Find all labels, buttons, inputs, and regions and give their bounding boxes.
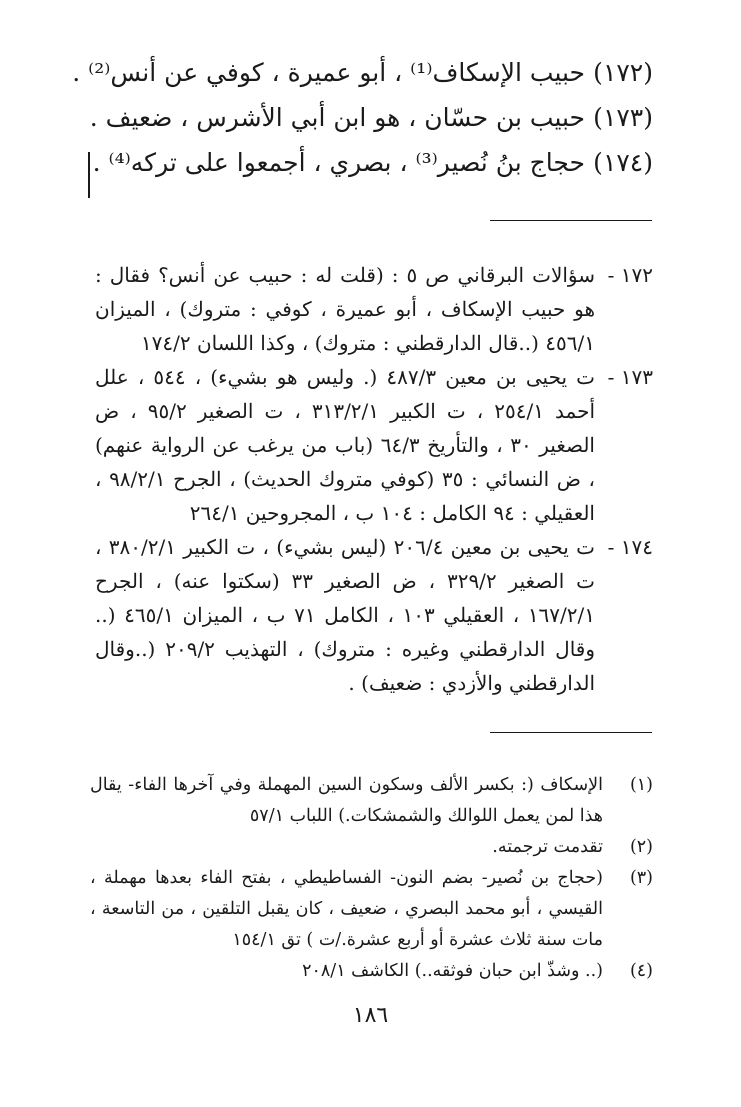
footnote-text: (حجاج بن نُصير- بضم النون- الفساطيطي ، بفتح الفاء بعدها مهملة ، القيسي ، أبو محمد البصري ، ضعيف ، كان يقبل التلقين ، من التاسعة ، مات سنة ثلاث عشرة أو أربع عشرة./ت ) تق ١٥٤/١ [90, 868, 603, 950]
entry-text: حبيب بن حسّان ، هو ابن أبي الأشرس ، ضعيف . [89, 103, 585, 132]
narrator-entries [72, 58, 653, 193]
source-text: سؤالات البرقاني ص ٥ : (قلت له : حبيب عن أنس؟ فقال : هو حبيب الإسكاف ، أبو عميرة ، كوفي : متروك) ، الميزان ٤٥٦/١ (..قال الدارقطني : متروك) ، وكذا اللسان ١٧٤/٢ [95, 263, 596, 355]
source-text: ت يحيى بن معين ٤٨٧/٣ (. وليس هو بشيء) ، ٥٤٤ ، علل أحمد ٢٥٤/١ ، ت الكبير ٣١٣/٢/١ ، ت الصغير ٩٥/٢ ، ض الصغير ٣٠ ، والتأريخ ٦٤/٣ (باب من يرغب عن الرواية عنهم) ، ض النسائي : ٣٥ (كوفي متروك الحديث) ، الجرح ٩٨/٢/١ ، العقيلي : ٩٤ الكامل : ١٠٤ ب ، المجروحين ٢٦٤/١ [95, 365, 596, 525]
narrator-entry [72, 58, 653, 103]
source-references [95, 258, 653, 700]
footnote-number: (٤) [629, 961, 653, 981]
footnote-number: (١) [629, 775, 653, 795]
source-number: ١٧٤ - [607, 535, 653, 559]
footnote [90, 770, 653, 832]
source-text: ت يحيى بن معين ٢٠٦/٤ (ليس بشيء) ، ت الكبير ٣٨٠/٢/١ ، ت الصغير ٣٢٩/٢ ، ض الصغير ٣٣ (سكتوا عنه) ، الجرح ١٦٧/٢/١ ، العقيلي ١٠٣ ، الكامل ٧١ ب ، الميزان ٤٦٥/١ (.. وقال الدارقطني وغيره : متروك) ، التهذيب ٢٠٩/٢ (..وقال الدارقطني والأزدي : ضعيف) . [95, 535, 595, 695]
source-number: ١٧٢ - [607, 263, 653, 287]
footnote [90, 832, 653, 863]
margin-bar [88, 152, 90, 198]
separator-rule [490, 732, 652, 733]
source-entry [95, 360, 653, 530]
footnotes [90, 770, 653, 987]
narrator-entry [89, 103, 653, 148]
footnote-number: (٣) [629, 868, 653, 888]
footnote-text: (.. وشذّ ابن حبان فوثقه..) الكاشف ٢٠٨/١ [302, 961, 603, 981]
source-entry [95, 530, 653, 700]
footnote [90, 956, 653, 987]
footnote [90, 863, 653, 956]
entry-number: (١٧٢) [593, 58, 653, 87]
entry-text: حجاج بنُ نُصير⁽³⁾ ، بصري ، أجمعوا على تركه⁽⁴⁾ . [92, 148, 585, 177]
source-number: ١٧٣ - [607, 365, 653, 389]
source-entry [95, 258, 653, 360]
entry-number: (١٧٣) [593, 103, 653, 132]
entry-number: (١٧٤) [593, 148, 653, 177]
separator-rule [490, 220, 652, 221]
narrator-entry [92, 148, 653, 193]
footnote-text: تقدمت ترجمته. [492, 837, 603, 857]
footnote-text: الإسكاف (: بكسر الألف وسكون السين المهملة وفي آخرها الفاء- يقال هذا لمن يعمل اللوالك والشمشكات.) اللباب ٥٧/١ [90, 775, 603, 826]
entry-text: حبيب الإسكاف⁽¹⁾ ، أبو عميرة ، كوفي عن أنس⁽²⁾ . [72, 58, 585, 87]
footnote-number: (٢) [629, 837, 653, 857]
page-number: ١٨٦ [352, 1003, 389, 1028]
